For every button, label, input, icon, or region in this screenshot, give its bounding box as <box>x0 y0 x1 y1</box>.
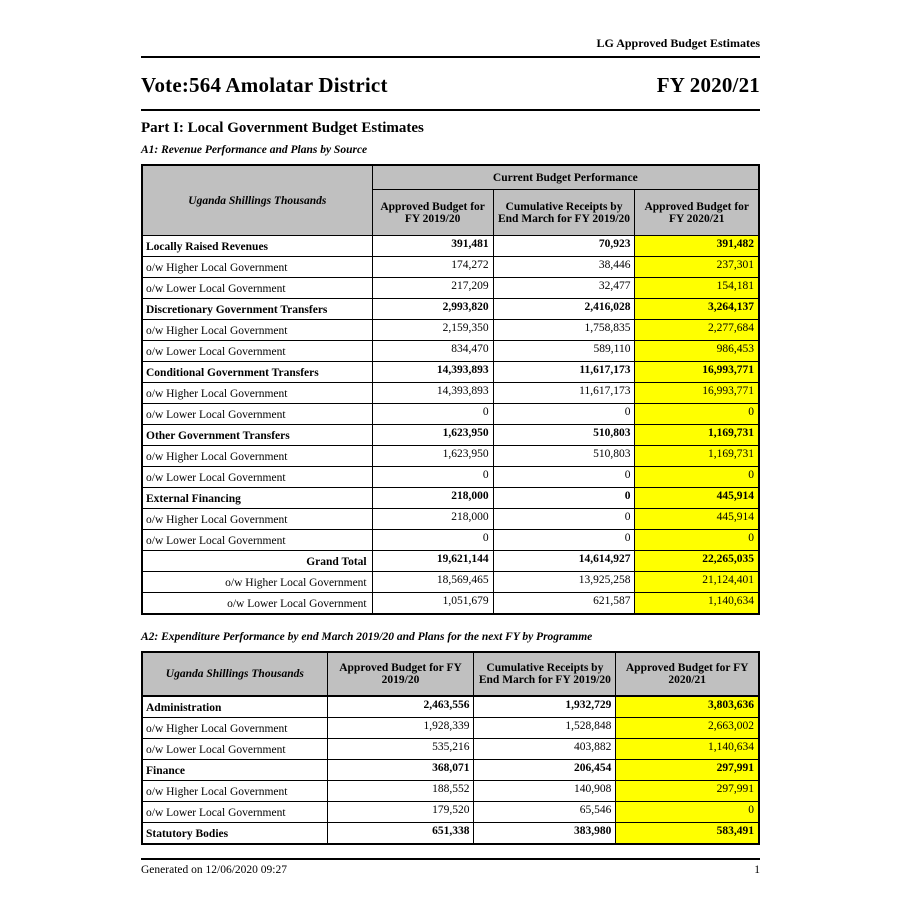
row-label: o/w Higher Local Government <box>142 446 372 467</box>
value-cumulative-receipts: 140,908 <box>474 781 616 802</box>
value-cumulative-receipts: 1,528,848 <box>474 718 616 739</box>
row-label: External Financing <box>142 488 372 509</box>
row-label: Locally Raised Revenues <box>142 236 372 257</box>
value-cumulative-receipts: 11,617,173 <box>493 362 635 383</box>
row-label: o/w Lower Local Government <box>142 739 327 760</box>
value-approved-2019-20: 0 <box>372 467 493 488</box>
row-label: Grand Total <box>142 551 372 572</box>
value-approved-2020-21: 21,124,401 <box>635 572 759 593</box>
value-approved-2020-21: 1,140,634 <box>616 739 759 760</box>
value-approved-2019-20: 18,569,465 <box>372 572 493 593</box>
value-approved-2020-21: 22,265,035 <box>635 551 759 572</box>
value-approved-2019-20: 2,993,820 <box>372 299 493 320</box>
row-label: o/w Higher Local Government <box>142 383 372 404</box>
value-cumulative-receipts: 383,980 <box>474 823 616 845</box>
table-row <box>142 696 759 718</box>
col-header-cumulative-receipts: Cumulative Receipts by End March for FY 2019/20 <box>493 190 635 236</box>
table-row <box>142 341 759 362</box>
document-page <box>141 36 760 876</box>
value-approved-2019-20: 651,338 <box>327 823 474 845</box>
value-cumulative-receipts: 32,477 <box>493 278 635 299</box>
value-approved-2019-20: 19,621,144 <box>372 551 493 572</box>
table-row <box>142 257 759 278</box>
value-approved-2020-21: 16,993,771 <box>635 362 759 383</box>
value-approved-2020-21: 986,453 <box>635 341 759 362</box>
value-approved-2019-20: 1,051,679 <box>372 593 493 615</box>
value-approved-2019-20: 391,481 <box>372 236 493 257</box>
row-label: Statutory Bodies <box>142 823 327 845</box>
row-label: o/w Lower Local Government <box>142 278 372 299</box>
row-label: o/w Higher Local Government <box>142 509 372 530</box>
row-label: o/w Higher Local Government <box>142 320 372 341</box>
col-header-approved-2020-21: Approved Budget for FY 2020/21 <box>616 652 759 696</box>
table-a2-caption: A2: Expenditure Performance by end March 2019/20 and Plans for the next FY by Programme <box>141 631 593 643</box>
value-cumulative-receipts: 403,882 <box>474 739 616 760</box>
value-cumulative-receipts: 0 <box>493 404 635 425</box>
units-header-cell: Uganda Shillings Thousands <box>142 652 327 696</box>
table-row <box>142 362 759 383</box>
value-approved-2020-21: 1,169,731 <box>635 425 759 446</box>
table-row <box>142 509 759 530</box>
value-approved-2020-21: 2,277,684 <box>635 320 759 341</box>
table-row <box>142 278 759 299</box>
col-header-approved-2020-21: Approved Budget for FY 2020/21 <box>635 190 759 236</box>
row-label: o/w Lower Local Government <box>142 467 372 488</box>
col-header-approved-2019-20: Approved Budget for FY 2019/20 <box>372 190 493 236</box>
row-label: Conditional Government Transfers <box>142 362 372 383</box>
table-row <box>142 760 759 781</box>
value-cumulative-receipts: 1,932,729 <box>474 696 616 718</box>
value-approved-2019-20: 535,216 <box>327 739 474 760</box>
report-type-label: LG Approved Budget Estimates <box>596 36 760 50</box>
row-label: Finance <box>142 760 327 781</box>
vote-title: Vote:564 Amolatar District <box>141 73 388 97</box>
value-approved-2020-21: 3,264,137 <box>635 299 759 320</box>
table-row <box>142 383 759 404</box>
fiscal-year-label: FY 2020/21 <box>656 73 760 97</box>
group-header-cell: Current Budget Performance <box>372 165 759 190</box>
table-row <box>142 781 759 802</box>
column-header-row <box>142 652 759 696</box>
value-approved-2020-21: 2,663,002 <box>616 718 759 739</box>
value-approved-2019-20: 218,000 <box>372 488 493 509</box>
table-row <box>142 718 759 739</box>
value-approved-2020-21: 297,991 <box>616 760 759 781</box>
row-label: Administration <box>142 696 327 718</box>
col-header-cumulative-receipts: Cumulative Receipts by End March for FY 2019/20 <box>474 652 616 696</box>
value-approved-2020-21: 154,181 <box>635 278 759 299</box>
value-approved-2019-20: 1,623,950 <box>372 425 493 446</box>
value-approved-2019-20: 1,623,950 <box>372 446 493 467</box>
value-cumulative-receipts: 1,758,835 <box>493 320 635 341</box>
table-row <box>142 823 759 845</box>
page-footer <box>141 858 760 876</box>
table-row <box>142 404 759 425</box>
part-title: Part I: Local Government Budget Estimates <box>141 120 424 136</box>
value-approved-2020-21: 16,993,771 <box>635 383 759 404</box>
group-header-row <box>142 165 759 190</box>
table-row <box>142 236 759 257</box>
row-label: o/w Lower Local Government <box>142 404 372 425</box>
value-approved-2020-21: 0 <box>635 404 759 425</box>
value-cumulative-receipts: 206,454 <box>474 760 616 781</box>
value-approved-2019-20: 0 <box>372 530 493 551</box>
value-cumulative-receipts: 0 <box>493 509 635 530</box>
value-cumulative-receipts: 0 <box>493 530 635 551</box>
value-approved-2019-20: 218,000 <box>372 509 493 530</box>
revenue-table-body <box>142 236 759 615</box>
row-label: o/w Higher Local Government <box>142 572 372 593</box>
value-approved-2020-21: 3,803,636 <box>616 696 759 718</box>
row-label: o/w Lower Local Government <box>142 341 372 362</box>
expenditure-section <box>141 631 760 845</box>
units-header-cell: Uganda Shillings Thousands <box>142 165 372 236</box>
table-row <box>142 739 759 760</box>
value-approved-2020-21: 445,914 <box>635 488 759 509</box>
page-number: 1 <box>754 864 760 876</box>
value-cumulative-receipts: 65,546 <box>474 802 616 823</box>
value-cumulative-receipts: 510,803 <box>493 446 635 467</box>
table-row <box>142 530 759 551</box>
value-cumulative-receipts: 11,617,173 <box>493 383 635 404</box>
value-approved-2020-21: 1,140,634 <box>635 593 759 615</box>
table-row <box>142 572 759 593</box>
table-row <box>142 593 759 615</box>
value-approved-2019-20: 188,552 <box>327 781 474 802</box>
title-bar <box>141 58 760 111</box>
expenditure-table-body <box>142 696 759 844</box>
value-approved-2019-20: 174,272 <box>372 257 493 278</box>
report-type-header <box>141 36 760 58</box>
generated-timestamp: Generated on 12/06/2020 09:27 <box>141 864 287 876</box>
table-row <box>142 488 759 509</box>
value-approved-2019-20: 1,928,339 <box>327 718 474 739</box>
value-approved-2019-20: 14,393,893 <box>372 362 493 383</box>
table-row <box>142 320 759 341</box>
value-cumulative-receipts: 621,587 <box>493 593 635 615</box>
value-approved-2020-21: 237,301 <box>635 257 759 278</box>
value-approved-2019-20: 834,470 <box>372 341 493 362</box>
value-approved-2020-21: 1,169,731 <box>635 446 759 467</box>
value-approved-2019-20: 2,463,556 <box>327 696 474 718</box>
table-row <box>142 467 759 488</box>
value-approved-2020-21: 0 <box>635 467 759 488</box>
value-approved-2019-20: 14,393,893 <box>372 383 493 404</box>
value-approved-2019-20: 0 <box>372 404 493 425</box>
value-cumulative-receipts: 70,923 <box>493 236 635 257</box>
row-label: Other Government Transfers <box>142 425 372 446</box>
value-approved-2019-20: 179,520 <box>327 802 474 823</box>
value-cumulative-receipts: 0 <box>493 488 635 509</box>
value-approved-2019-20: 368,071 <box>327 760 474 781</box>
row-label: o/w Higher Local Government <box>142 257 372 278</box>
value-cumulative-receipts: 2,416,028 <box>493 299 635 320</box>
col-header-approved-2019-20: Approved Budget for FY 2019/20 <box>327 652 474 696</box>
value-cumulative-receipts: 510,803 <box>493 425 635 446</box>
value-approved-2020-21: 445,914 <box>635 509 759 530</box>
value-cumulative-receipts: 0 <box>493 467 635 488</box>
row-label: o/w Lower Local Government <box>142 802 327 823</box>
table-row <box>142 802 759 823</box>
table-row <box>142 299 759 320</box>
value-approved-2020-21: 0 <box>616 802 759 823</box>
expenditure-performance-table <box>141 651 760 845</box>
value-cumulative-receipts: 589,110 <box>493 341 635 362</box>
row-label: o/w Lower Local Government <box>142 530 372 551</box>
value-approved-2020-21: 583,491 <box>616 823 759 845</box>
value-cumulative-receipts: 38,446 <box>493 257 635 278</box>
value-approved-2020-21: 297,991 <box>616 781 759 802</box>
value-approved-2020-21: 391,482 <box>635 236 759 257</box>
value-approved-2020-21: 0 <box>635 530 759 551</box>
value-cumulative-receipts: 14,614,927 <box>493 551 635 572</box>
row-label: o/w Lower Local Government <box>142 593 372 615</box>
value-cumulative-receipts: 13,925,258 <box>493 572 635 593</box>
table-row <box>142 446 759 467</box>
table-row <box>142 551 759 572</box>
row-label: o/w Higher Local Government <box>142 781 327 802</box>
value-approved-2019-20: 2,159,350 <box>372 320 493 341</box>
row-label: o/w Higher Local Government <box>142 718 327 739</box>
revenue-performance-table <box>141 164 760 615</box>
value-approved-2019-20: 217,209 <box>372 278 493 299</box>
row-label: Discretionary Government Transfers <box>142 299 372 320</box>
table-row <box>142 425 759 446</box>
table-a1-caption: A1: Revenue Performance and Plans by Source <box>141 144 368 156</box>
